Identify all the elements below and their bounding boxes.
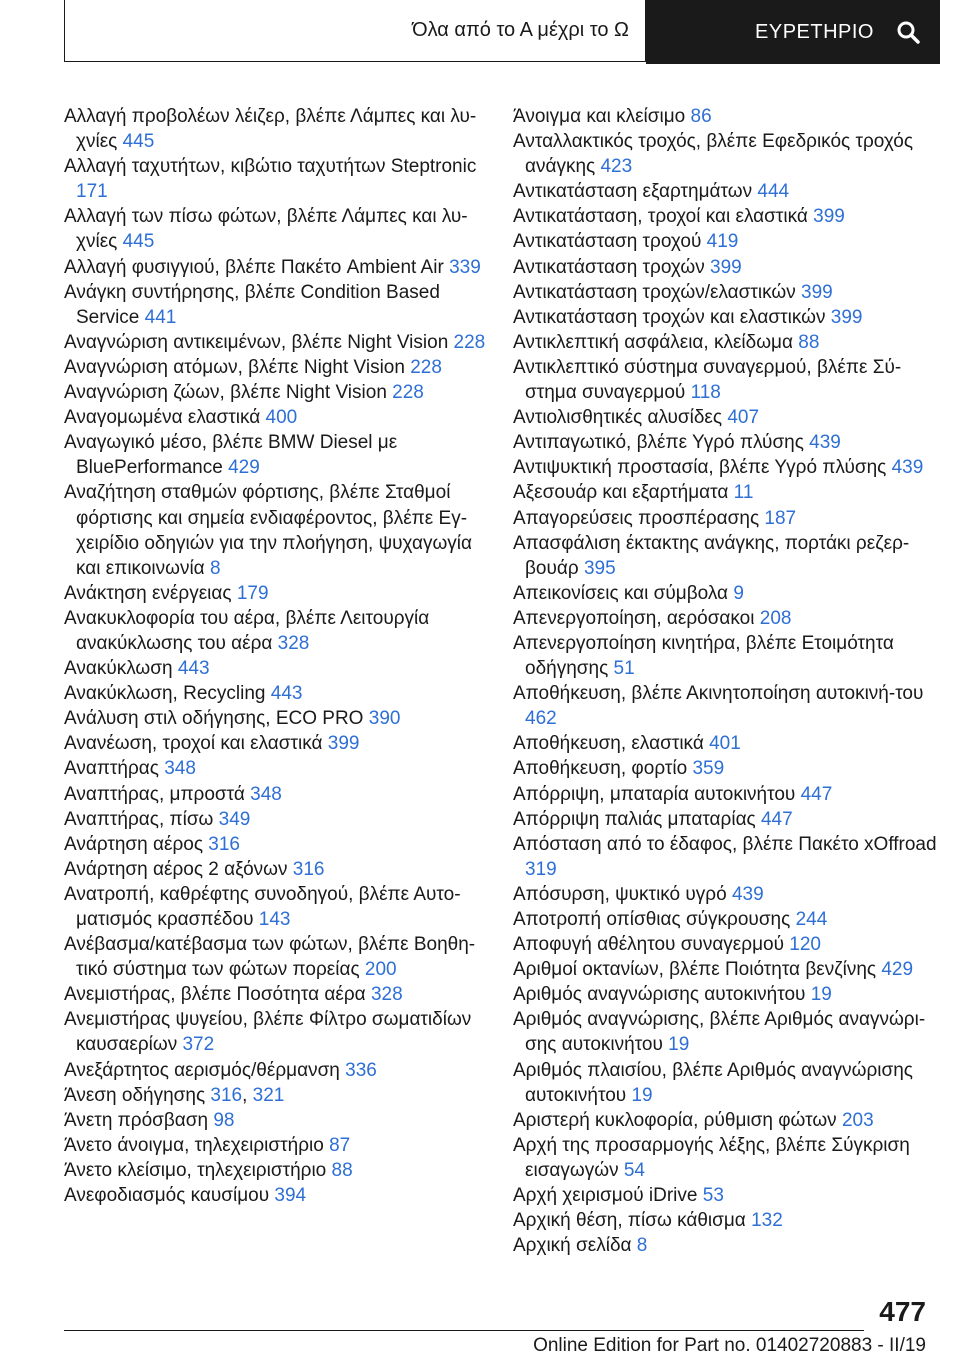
page-ref-link[interactable]: 8 bbox=[209, 557, 221, 579]
index-entry bbox=[513, 506, 939, 531]
page-ref-link[interactable]: 9 bbox=[733, 582, 744, 604]
index-entry-text: Αρχή της προσαρμογής λέξης, βλέπε Σύγκριση εισαγωγών bbox=[513, 1134, 910, 1181]
index-entry bbox=[64, 1158, 490, 1183]
index-entry bbox=[64, 1108, 490, 1133]
page-ref-link[interactable]: 319 bbox=[525, 858, 557, 880]
index-entry bbox=[64, 380, 490, 405]
index-entry bbox=[64, 405, 490, 430]
page-ref-link[interactable]: 444 bbox=[757, 181, 790, 203]
page-ref-link[interactable]: 439 bbox=[731, 883, 764, 905]
index-entry-text: Ανταλλακτικός τροχός, βλέπε Εφεδρικός τροχός ανάγκης bbox=[513, 131, 914, 178]
index-entry-text: Άνετη πρόσβαση bbox=[64, 1109, 214, 1131]
index-entry-text: Ανεμιστήρας, βλέπε Ποσότητα αέρα bbox=[64, 984, 371, 1006]
page-ref-link[interactable]: 447 bbox=[760, 808, 793, 830]
index-entry bbox=[64, 982, 490, 1007]
index-entry-text: Αναγομωμένα ελαστικά bbox=[64, 407, 266, 429]
page-ref-link[interactable]: 429 bbox=[228, 457, 260, 479]
index-entry-text: Ανανέωση, τροχοί και ελαστικά bbox=[64, 733, 328, 755]
index-entry bbox=[513, 932, 939, 957]
page-ref-link[interactable]: 441 bbox=[144, 306, 177, 328]
index-entry-text: Αξεσουάρ και εξαρτήματα bbox=[513, 482, 734, 504]
page-ref-link[interactable]: 19 bbox=[810, 984, 832, 1006]
index-entry bbox=[513, 104, 939, 129]
page-ref-link[interactable]: 87 bbox=[329, 1134, 351, 1156]
index-entry bbox=[64, 681, 490, 706]
index-entry-text: Αριθμός αναγνώρισης αυτοκινήτου bbox=[513, 984, 811, 1006]
index-entry-text: Άνετο κλείσιμο, τηλεχειριστήριο bbox=[64, 1159, 332, 1181]
index-entry bbox=[64, 756, 490, 781]
index-entry bbox=[513, 606, 939, 631]
index-entry bbox=[513, 882, 939, 907]
page-ref-link[interactable]: 423 bbox=[600, 156, 633, 178]
index-entry-text: Αρχική σελίδα bbox=[513, 1235, 637, 1257]
index-entry bbox=[513, 581, 939, 606]
index-entry bbox=[513, 480, 939, 505]
index-entry bbox=[513, 405, 939, 430]
index-entry bbox=[513, 1058, 939, 1108]
index-entry bbox=[64, 255, 490, 280]
index-entry-text: Απενεργοποίηση, αερόσακοι bbox=[513, 607, 760, 629]
index-entry-text: Ανάκτηση ενέργειας bbox=[64, 582, 237, 604]
index-entry-text: Αναγνώριση αντικειμένων, βλέπε Night Vision bbox=[64, 331, 454, 353]
index-entry-text: Αριθμός πλαισίου, βλέπε Αριθμός αναγνώρισης αυτοκινήτου bbox=[513, 1059, 913, 1106]
index-entry bbox=[64, 932, 490, 982]
page-ref-link[interactable]: 348 bbox=[164, 758, 196, 780]
page-ref-link[interactable]: 445 bbox=[122, 231, 155, 253]
page-ref-link[interactable]: 399 bbox=[801, 281, 833, 303]
page-ref-link[interactable]: 171 bbox=[76, 181, 108, 203]
index-entry-text: Ανεφοδιασμός καυσίμου bbox=[64, 1185, 275, 1207]
page-ref-link[interactable]: 443 bbox=[270, 683, 303, 705]
index-column-right bbox=[513, 104, 939, 1258]
index-entry bbox=[513, 631, 939, 681]
page-ref-link[interactable]: 19 bbox=[668, 1034, 690, 1056]
index-entry bbox=[64, 1058, 490, 1083]
index-entry bbox=[64, 430, 490, 480]
index-entry bbox=[513, 1233, 939, 1258]
page-ref-link[interactable]: 462 bbox=[525, 708, 557, 730]
page-ref-link[interactable]: 88 bbox=[331, 1159, 353, 1181]
footer-edition: Online Edition for Part no. 01402720883 - II/19 bbox=[533, 1335, 926, 1356]
index-entry-text: Απόρριψη, μπαταρία αυτοκινήτου bbox=[513, 783, 801, 805]
index-entry-text: Αριθμοί οκτανίων, βλέπε Ποιότητα βενζίνης bbox=[513, 959, 882, 981]
index-entry-text: Αρχική θέση, πίσω κάθισμα bbox=[513, 1210, 752, 1232]
index-entry-text: Αναπτήρας bbox=[64, 758, 165, 780]
index-entry-text: Ανάγκη συντήρησης, βλέπε Condition Based Service bbox=[64, 281, 440, 328]
index-entry bbox=[513, 832, 939, 882]
index-entry bbox=[513, 731, 939, 756]
page-ref-link[interactable]: 348 bbox=[250, 783, 282, 805]
index-entry bbox=[64, 731, 490, 756]
index-entry-text: Αλλαγή φυσιγγιού, βλέπε Πακέτο Ambient Air bbox=[64, 256, 450, 278]
index-entry-text: Ανεξάρτητος αερισμός/θέρμανση bbox=[64, 1059, 346, 1081]
index-entry-text: Άνοιγμα και κλείσιμο bbox=[513, 106, 691, 127]
index-entry-text: Αντικλεπτική ασφάλεια, κλείδωμα bbox=[513, 331, 799, 353]
header bbox=[64, 0, 940, 64]
page-ref-link[interactable]: 228 bbox=[410, 356, 442, 378]
index-entry bbox=[513, 455, 939, 480]
index-entry bbox=[513, 907, 939, 932]
index-entry-text: Απεικονίσεις και σύμβολα bbox=[513, 582, 734, 604]
index-entry bbox=[513, 982, 939, 1007]
index-entry bbox=[64, 807, 490, 832]
index-entry-text: Αλλαγή προβολέων λέιζερ, βλέπε Λάμπες και λυ‐χνίες bbox=[64, 106, 477, 153]
page-ref-link[interactable]: 447 bbox=[800, 783, 833, 805]
index-entry bbox=[513, 1007, 939, 1057]
page-ref-link[interactable]: 395 bbox=[583, 557, 616, 579]
page-ref-link[interactable]: 208 bbox=[759, 607, 792, 629]
index-entry bbox=[513, 957, 939, 982]
index-entry bbox=[64, 104, 490, 154]
page-ref-link[interactable]: 400 bbox=[265, 407, 298, 429]
index-entry-text: Αντικατάσταση τροχών/ελαστικών bbox=[513, 281, 801, 303]
index-entry bbox=[513, 430, 939, 455]
page-ref-link[interactable]: 86 bbox=[690, 106, 712, 127]
index-column-left bbox=[64, 104, 490, 1208]
page-ref-link[interactable]: 54 bbox=[623, 1159, 645, 1181]
index-entry bbox=[64, 782, 490, 807]
index-entry bbox=[64, 581, 490, 606]
index-entry-text: Άνεση οδήγησης bbox=[64, 1084, 211, 1106]
index-entry-text: Αντιψυκτική προστασία, βλέπε Υγρό πλύσης bbox=[513, 457, 892, 479]
index-entry-text: Αποθήκευση, βλέπε Ακινητοποίηση αυτοκινή‐του bbox=[513, 683, 924, 705]
index-entry-text: Αναγωγικό μέσο, βλέπε BMW Diesel με BluePerformance bbox=[64, 432, 398, 479]
index-entry bbox=[64, 606, 490, 656]
page-ref-link[interactable]: 179 bbox=[236, 582, 269, 604]
index-entry bbox=[64, 204, 490, 254]
index-entry-text: Απόσταση από το έδαφος, βλέπε Πακέτο xOffroad bbox=[513, 833, 937, 855]
page-ref-link[interactable]: 11 bbox=[733, 482, 754, 504]
index-entry-text: Αντικατάσταση τροχών bbox=[513, 256, 710, 278]
index-entry bbox=[64, 480, 490, 580]
index-entry-text: Αντικατάσταση τροχού bbox=[513, 231, 707, 253]
index-entry-text: Αναπτήρας, πίσω bbox=[64, 808, 219, 830]
page-ref-link[interactable]: 439 bbox=[891, 457, 924, 479]
page-ref-link[interactable]: 8 bbox=[636, 1235, 648, 1257]
page-ref-link[interactable]: 419 bbox=[706, 231, 739, 253]
page-ref-link[interactable]: 328 bbox=[277, 632, 310, 654]
index-entry bbox=[64, 706, 490, 731]
tab-index-label: ΕΥΡΕΤΗΡΙΟ bbox=[755, 20, 874, 43]
index-entry-text: Ανατροπή, καθρέφτης συνοδηγού, βλέπε Αυτο‐ματισμός κρασπέδου bbox=[64, 883, 461, 930]
page-ref-link[interactable]: 228 bbox=[453, 331, 486, 353]
page-ref-link[interactable]: 445 bbox=[122, 131, 155, 153]
page-number: 477 bbox=[879, 1296, 926, 1327]
index-entry-text: Αναπτήρας, μπροστά bbox=[64, 783, 251, 805]
index-entry-text: Αρχή χειρισμού iDrive bbox=[513, 1185, 703, 1207]
index-entry-text: Αποφυγή αθέλητου συναγερμού bbox=[513, 934, 790, 956]
page-ref-link[interactable]: 336 bbox=[345, 1059, 377, 1081]
page-ref-link[interactable]: 372 bbox=[182, 1034, 215, 1056]
index-entry-text: Ανεμιστήρας ψυγείου, βλέπε Φίλτρο σωματιδίων καυσαερίων bbox=[64, 1009, 472, 1056]
index-entry bbox=[513, 1208, 939, 1233]
index-entry bbox=[64, 1083, 490, 1108]
index-entry-text: Ανακύκλωση bbox=[64, 658, 178, 680]
page-ref-link[interactable]: 339 bbox=[449, 256, 481, 278]
index-entry-text: Απασφάλιση έκτακτης ανάγκης, πορτάκι ρεζερ‐βουάρ bbox=[513, 532, 910, 579]
page-ref-link[interactable]: 53 bbox=[702, 1185, 724, 1207]
index-entry bbox=[64, 882, 490, 932]
index-entry bbox=[513, 280, 939, 305]
index-entry bbox=[64, 330, 490, 355]
index-entry bbox=[513, 1183, 939, 1208]
page-ref-link[interactable]: 228 bbox=[392, 382, 424, 404]
footer-divider bbox=[64, 1330, 864, 1331]
page-ref-link[interactable]: 316 bbox=[208, 833, 240, 855]
index-entry-text: Αντικλεπτικό σύστημα συναγερμού, βλέπε Σύ‐στημα συναγερμού bbox=[513, 356, 902, 404]
page-ref-separator: , bbox=[242, 1084, 253, 1106]
page-ref-link[interactable]: 19 bbox=[631, 1084, 653, 1106]
index-entry bbox=[64, 1007, 490, 1057]
page-ref-link[interactable]: 203 bbox=[841, 1109, 874, 1131]
page-ref-link[interactable]: 321 bbox=[252, 1084, 285, 1106]
page-ref-link[interactable]: 399 bbox=[813, 206, 845, 228]
index-entry-text: Αναγνώριση ατόμων, βλέπε Night Vision bbox=[64, 356, 411, 378]
index-entry-text: Αριθμός αναγνώρισης, βλέπε Αριθμός αναγνώρι‐σης αυτοκινήτου bbox=[513, 1009, 926, 1056]
page-ref-link[interactable]: 88 bbox=[798, 331, 820, 353]
index-entry-text: Ανάρτηση αέρος bbox=[64, 833, 209, 855]
index-entry bbox=[513, 229, 939, 254]
index-entry bbox=[64, 1133, 490, 1158]
index-entry-text: Αλλαγή ταχυτήτων, κιβώτιο ταχυτήτων Steptronic bbox=[64, 156, 477, 178]
index-entry-text: Απαγορεύσεις προσπέρασης bbox=[513, 507, 765, 529]
page-ref-link[interactable]: 187 bbox=[764, 507, 797, 529]
index-entry bbox=[513, 531, 939, 581]
index-entry bbox=[513, 255, 939, 280]
index-entry bbox=[64, 832, 490, 857]
tab-index[interactable] bbox=[646, 0, 940, 64]
index-entry bbox=[64, 154, 490, 204]
index-entry bbox=[513, 756, 939, 781]
index-entry-text: Απόσυρση, ψυκτικό υγρό bbox=[513, 883, 732, 905]
page-ref-link[interactable]: 200 bbox=[364, 959, 397, 981]
page-ref-link[interactable]: 394 bbox=[274, 1185, 307, 1207]
page-ref-link[interactable]: 120 bbox=[789, 934, 821, 956]
index-entry-text: Αλλαγή των πίσω φώτων, βλέπε Λάμπες και λυ‐χνίες bbox=[64, 206, 468, 253]
index-entry-text: Ανέβασμα/κατέβασμα των φώτων, βλέπε Βοηθη‐τικό σύστημα των φώτων πορείας bbox=[64, 934, 476, 981]
index-entry bbox=[513, 681, 939, 731]
index-entry-text: Αντιολισθητικές αλυσίδες bbox=[513, 407, 728, 429]
index-entry-text: Αποτροπή οπίσθιας σύγκρουσης bbox=[513, 909, 796, 930]
index-entry bbox=[513, 330, 939, 355]
index-entry-text: Αποθήκευση, ελαστικά bbox=[513, 733, 710, 755]
page-ref-link[interactable]: 244 bbox=[795, 909, 828, 930]
page-ref-link[interactable]: 143 bbox=[258, 909, 291, 930]
index-entry bbox=[64, 355, 490, 380]
page-ref-link[interactable]: 401 bbox=[709, 733, 741, 755]
index-entry bbox=[513, 355, 939, 405]
page-ref-link[interactable]: 439 bbox=[809, 432, 841, 454]
index-entry-text: Ανάρτηση αέρος 2 αξόνων bbox=[64, 858, 293, 880]
page-ref-link[interactable]: 399 bbox=[830, 306, 863, 328]
page-ref-link[interactable]: 359 bbox=[692, 758, 725, 780]
tab-all-label: Όλα από το Α μέχρι το Ω bbox=[412, 19, 629, 41]
index-entry bbox=[513, 1133, 939, 1183]
index-entry bbox=[513, 807, 939, 832]
index-entry-text: Ανακύκλωση, Recycling bbox=[64, 683, 271, 705]
index-entry-text: Αποθήκευση, φορτίο bbox=[513, 758, 693, 780]
page-ref-link[interactable]: 399 bbox=[710, 256, 742, 278]
index-entry bbox=[513, 179, 939, 204]
page-ref-link[interactable]: 132 bbox=[751, 1210, 783, 1232]
index-entry-text: Αντικατάσταση εξαρτημάτων bbox=[513, 181, 758, 203]
index-entry-text: Ανάλυση στιλ οδήγησης, ECO PRO bbox=[64, 708, 369, 730]
index-entry bbox=[513, 129, 939, 179]
index-entry-text: Άνετο άνοιγμα, τηλεχειριστήριο bbox=[64, 1134, 330, 1156]
page-ref-link[interactable]: 349 bbox=[218, 808, 251, 830]
page-ref-link[interactable]: 98 bbox=[213, 1109, 235, 1131]
search-icon[interactable] bbox=[896, 20, 920, 44]
page-ref-link[interactable]: 443 bbox=[177, 658, 210, 680]
index-entry-text: Απόρριψη παλιάς μπαταρίας bbox=[513, 808, 761, 830]
tab-all-a-to-z[interactable] bbox=[64, 0, 646, 62]
index-entry-text: Αντιπαγωτικό, βλέπε Υγρό πλύσης bbox=[513, 432, 810, 454]
page-ref-link[interactable]: 316 bbox=[210, 1084, 243, 1106]
index-entry-text: Αναγνώριση ζώων, βλέπε Night Vision bbox=[64, 382, 393, 404]
page-ref-link[interactable]: 399 bbox=[327, 733, 360, 755]
page-ref-link[interactable]: 407 bbox=[727, 407, 760, 429]
page-ref-link[interactable]: 390 bbox=[368, 708, 401, 730]
index-entry bbox=[64, 1183, 490, 1208]
page-ref-link[interactable]: 429 bbox=[881, 959, 914, 981]
index-entry-text: Αναζήτηση σταθμών φόρτισης, βλέπε Σταθμοί φόρτισης και σημεία ενδιαφέροντος, βλέπε Εγ‐χειρίδιο οδηγιών για την πλοήγηση, ψυχαγωγία και επικοινωνία bbox=[64, 482, 473, 579]
page-ref-link[interactable]: 118 bbox=[690, 382, 721, 404]
index-entry bbox=[513, 782, 939, 807]
index-entry-text: Ανακυκλοφορία του αέρα, βλέπε Λειτουργία ανακύκλωσης του αέρα bbox=[64, 607, 430, 654]
index-entry-text: Αντικατάσταση, τροχοί και ελαστικά bbox=[513, 206, 814, 228]
page-ref-link[interactable]: 316 bbox=[292, 858, 325, 880]
index-entry bbox=[64, 656, 490, 681]
index-entry-text: Αριστερή κυκλοφορία, ρύθμιση φώτων bbox=[513, 1109, 842, 1131]
page-ref-link[interactable]: 328 bbox=[370, 984, 403, 1006]
index-entry bbox=[513, 204, 939, 229]
page-ref-link[interactable]: 51 bbox=[613, 658, 635, 680]
index-entry-text: Αντικατάσταση τροχών και ελαστικών bbox=[513, 306, 831, 328]
index-entry bbox=[513, 305, 939, 330]
index-entry bbox=[513, 1108, 939, 1133]
index-entry-text: Απενεργοποίηση κινητήρα, βλέπε Ετοιμότητα οδήγησης bbox=[513, 632, 894, 680]
index-entry bbox=[64, 280, 490, 330]
index-entry bbox=[64, 857, 490, 882]
